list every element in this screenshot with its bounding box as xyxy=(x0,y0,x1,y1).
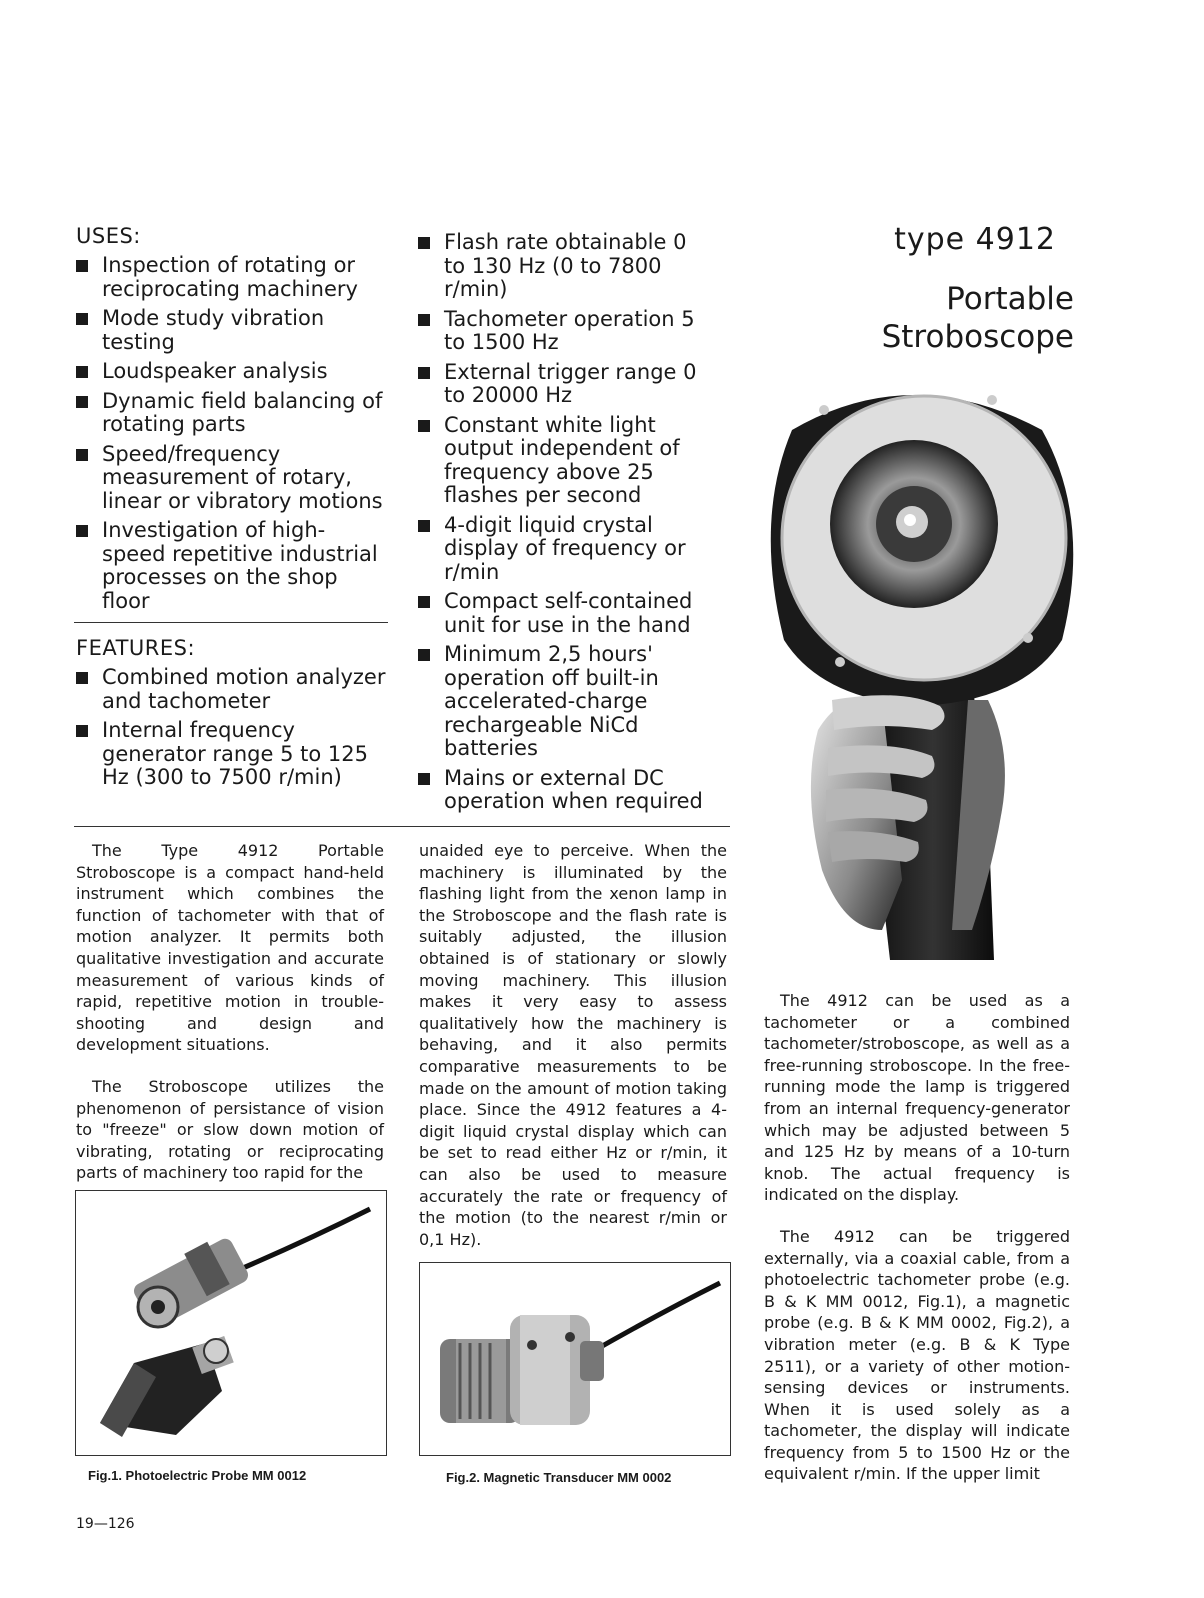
list-item: 4-digit liquid crystal display of frequency or r/min xyxy=(418,514,710,585)
uses-list xyxy=(76,254,386,619)
list-item: Flash rate obtainable 0 to 130 Hz (0 to 7800 r/min) xyxy=(418,231,710,302)
features-list-col2 xyxy=(418,231,710,820)
features-heading: FEATURES: xyxy=(76,636,196,660)
divider xyxy=(74,622,388,623)
list-item: Minimum 2,5 hours' operation off built-in accelerated-charge rechargeable NiCd batteries xyxy=(418,643,710,761)
list-item: Loudspeaker analysis xyxy=(76,360,386,384)
list-item: Speed/frequency measurement of rotary, linear or vibratory motions xyxy=(76,443,386,514)
body-paragraph: The Type 4912 Portable Stroboscope is a compact hand-held instrument which combines the function of tachometer with that of motion analyzer. It permits both qualitative investigation and accurate measurement of various kinds of rapid, repetitive motion in trouble-shooting and design and development situations. xyxy=(76,841,384,1055)
type-number: type 4912 xyxy=(894,222,1056,257)
list-item: Dynamic field balancing of rotating parts xyxy=(76,390,386,437)
body-column-3 xyxy=(764,990,1070,1485)
figure-1-frame xyxy=(75,1190,387,1456)
list-item: Mains or external DC operation when required xyxy=(418,767,710,814)
list-item: Tachometer operation 5 to 1500 Hz xyxy=(418,308,710,355)
list-item: Combined motion analyzer and tachometer xyxy=(76,666,386,713)
title-line-1: Portable xyxy=(946,281,1074,317)
list-item: Inspection of rotating or reciprocating machinery xyxy=(76,254,386,301)
photoelectric-probe-image xyxy=(76,1191,386,1455)
body-column-2 xyxy=(419,840,727,1250)
list-item: Internal frequency generator range 5 to 125 Hz (300 to 7500 r/min) xyxy=(76,719,386,790)
body-paragraph: The 4912 can be used as a tachometer or a combined tachometer/stroboscope, as well as a free-running stroboscope. In the free-running mode the lamp is triggered from an internal frequency-generator which may be adjusted between 5 and 125 Hz by means of a 10-turn knob. The actual frequency is indicated on the display. xyxy=(764,991,1070,1205)
stroboscope-photo xyxy=(762,370,1088,966)
list-item: Investigation of high-speed repetitive industrial processes on the shop floor xyxy=(76,519,386,613)
body-paragraph: unaided eye to perceive. When the machinery is illuminated by the flashing light from the xenon lamp in the Stroboscope and the flash rate is suitably adjusted, the illusion obtained is of stationary or slowly moving machinery. This illusion makes it very easy to assess qualitatively how the machinery is behaving, and it also permits comparative measurements to be made on the amount of motion taking place. Since the 4912 features a 4-digit liquid crystal display which can be set to read either Hz or r/min, it can also be used to measure accurately the rate or frequency of the motion (to the nearest r/min or 0,1 Hz). xyxy=(419,841,727,1249)
divider xyxy=(74,826,730,827)
list-item: Compact self-contained unit for use in the hand xyxy=(418,590,710,637)
page-number: 19—126 xyxy=(76,1516,135,1532)
body-column-1 xyxy=(76,840,384,1184)
list-item: External trigger range 0 to 20000 Hz xyxy=(418,361,710,408)
features-list xyxy=(76,666,386,796)
body-paragraph: The 4912 can be triggered externally, via a coaxial cable, from a photoelectric tachometer probe (e.g. B & K MM 0012, Fig.1), a magnetic probe (e.g. B & K MM 0002, Fig.2), a vibration meter (e.g. B & K Type 2511), or a variety of other motion-sensing devices or instruments. When it is used solely as a tachometer, the display will indicate frequency from 5 to 1500 Hz or the equivalent r/min. If the upper limit xyxy=(764,1226,1070,1484)
title-line-2: Stroboscope xyxy=(881,319,1074,355)
figure-2-caption: Fig.2. Magnetic Transducer MM 0002 xyxy=(446,1470,672,1485)
magnetic-transducer-image xyxy=(420,1263,730,1455)
list-item: Mode study vibration testing xyxy=(76,307,386,354)
list-item: Constant white light output independent of frequency above 25 flashes per second xyxy=(418,414,710,508)
figure-2-frame xyxy=(419,1262,731,1456)
figure-1-caption: Fig.1. Photoelectric Probe MM 0012 xyxy=(88,1468,307,1483)
body-paragraph: The Stroboscope utilizes the phenomenon of persistance of vision to "freeze" or slow down motion of vibrating, rotating or reciprocating parts of machinery too rapid for the xyxy=(76,1076,384,1183)
uses-heading: USES: xyxy=(76,224,141,248)
